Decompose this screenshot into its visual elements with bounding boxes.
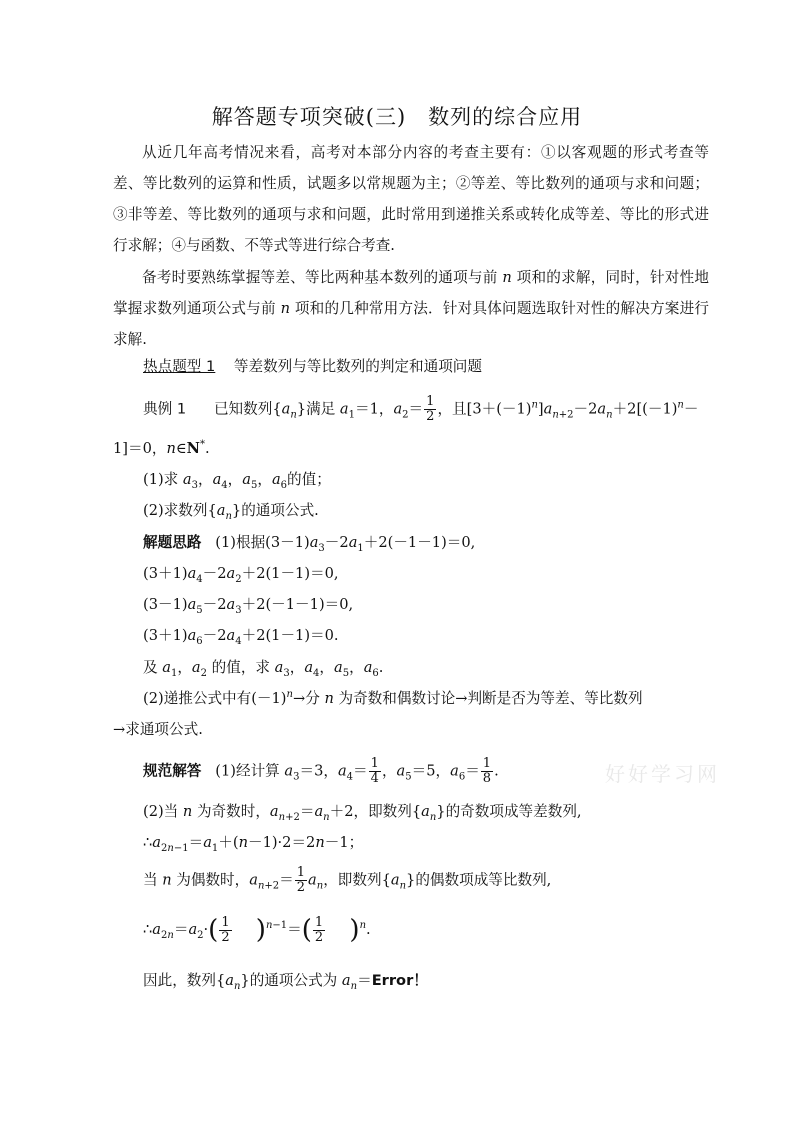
- approach-line-2: $(3+1)a_4-2a_2+2(1-1)=0$,: [143, 565, 339, 585]
- heading-text: 等差数列与等比数列的判定和通项问题: [233, 358, 482, 375]
- solution-line-4: 当 n 为偶数时，$a_{n+2}=$ $\frac{1}{2}$ $a_n$，即数列$\{a_n\}$的偶数项成等比数列,: [143, 865, 552, 895]
- approach-line-3: $(3-1)a_5-2a_3+2(-1-1)=0$,: [143, 596, 354, 616]
- solution-line-1: 规范解答 (1)经计算 $a_3=3$，$a_4=$ $\frac{1}{4}$ ，$a_5=5$，$a_6=$ $\frac{1}{8}$ .: [143, 756, 499, 786]
- prep-text-c: 项和的几种常用方法．针对具体问题选取针对性的解决方案进行求解.: [113, 300, 709, 348]
- example-label: 典例 1: [143, 400, 187, 418]
- approach-line-5: 及 $a_1$，$a_2$ 的值，求 $a_3$，$a_4$，$a_5$，$a_6$.: [143, 659, 384, 679]
- approach-line-7: →求通项公式.: [113, 721, 203, 738]
- solution-line-5: $\therefore a_{2n}=a_2\cdot$( $\frac{1}{2}$ )$^{n-1}$＝( $\frac{1}{2}$ )$^n$.: [143, 914, 371, 945]
- prep-text-b: 项和的求解，同时，针对性地掌握求数列通项公式与前: [113, 269, 709, 317]
- solution-line-3: $\therefore a_{2n-1}=a_1+(n-1)\cdot 2=2n-1$；: [143, 834, 364, 854]
- solution-label: 规范解答: [143, 762, 202, 780]
- var-n: n: [280, 300, 291, 317]
- intro-paragraph: 从近几年高考情况来看，高考对本部分内容的考查主要有：①以客观题的形式考查等差、等比数列的运算和性质，试题多以常规题为主；②等差、等比数列的通项与求和问题；③非等差、等比数列的通项与求和问题，此时常用到递推关系或转化成等差、等比的形式进行求解；④与函数、不等式等进行综合考查.: [113, 144, 709, 254]
- approach-line-1: 解题思路 (1)根据$(3-1)a_3-2a_1+2(-1-1)=0$,: [143, 534, 476, 554]
- approach-line-4: $(3+1)a_6-2a_4+2(1-1)=0$.: [143, 627, 339, 647]
- page-title: 解答题专项突破(三) 数列的综合应用: [211, 105, 583, 129]
- question-2: (2)求数列$\{a_n\}$的通项公式.: [143, 502, 319, 522]
- section-heading: [143, 355, 482, 376]
- question-1: (1)求 $a_3$，$a_4$，$a_5$，$a_6$的值；: [143, 471, 331, 491]
- approach-line-6: (2)递推公式中有$(-1)^n\to$分 n 为奇数和偶数讨论→判断是否为等差、等比数列: [143, 689, 643, 707]
- approach-label: 解题思路: [143, 534, 202, 551]
- solution-line-2: (2)当 n 为奇数时，$a_{n+2}=a_n+2$，即数列$\{a_n\}$的奇数项成等差数列,: [143, 803, 582, 823]
- example-line-1: 典例 1 已知数列$\{a_n\}$满足 $a_1=1$，$a_2=$ $\frac{1}{2}$ ，且$[3+(-1)^n]a_{n+2}-2a_n+2[(-1)^n-$: [143, 394, 699, 424]
- prep-text-a: 备考时要熟练掌握等差、等比两种基本数列的通项与前: [142, 269, 498, 286]
- example-line-2: 1]＝0，n∈N*.: [113, 439, 210, 457]
- var-n: n: [502, 269, 512, 286]
- prep-paragraph: [113, 262, 709, 355]
- heading-label: 热点题型 1: [143, 358, 216, 375]
- watermark: 好好学习网: [605, 762, 720, 786]
- solution-line-6: 因此，数列$\{a_n\}$的通项公式为 $a_n=Error$！: [143, 972, 428, 992]
